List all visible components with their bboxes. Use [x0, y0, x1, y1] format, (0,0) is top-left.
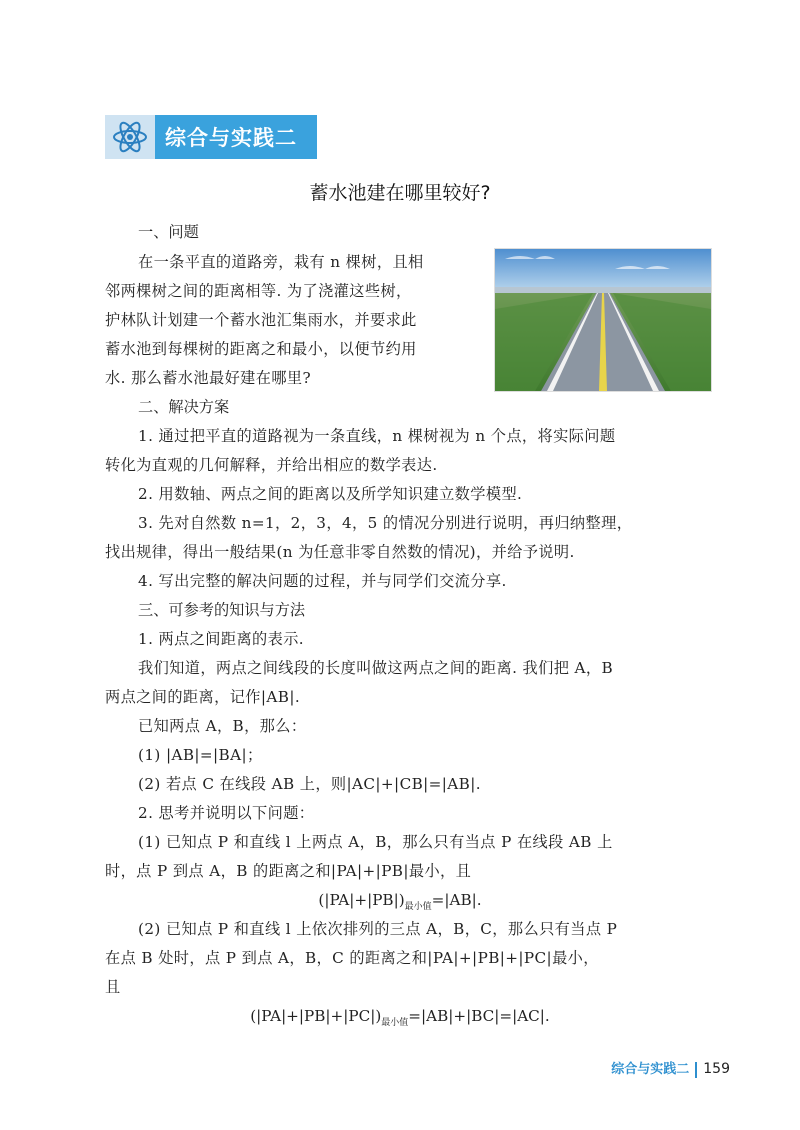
part3-line: (2) 已知点 P 和直线 l 上依次排列的三点 A，B，C，那么只有当点 P	[138, 920, 618, 938]
part3-line: 1. 两点之间距离的表示.	[138, 630, 305, 648]
part3-line: 在点 B 处时，点 P 到点 A，B，C 的距离之和|PA|+|PB|+|PC|最小，	[105, 949, 599, 967]
part1-heading: 一、问题	[138, 223, 199, 241]
chapter-banner	[105, 115, 317, 159]
part3-heading: 三、可参考的知识与方法	[138, 601, 306, 619]
part1-line: 邻两棵树之间的距离相等. 为了浇灌这些树，	[105, 282, 412, 300]
part2-line: 4. 写出完整的解决问题的过程，并与同学们交流分享.	[138, 572, 507, 590]
formula-1-rest: =|AB|.	[431, 891, 482, 909]
part1-line: 护林队计划建一个蓄水池汇集雨水，并要求此	[105, 311, 417, 329]
part3-line: 两点之间的距离，记作|AB|.	[105, 688, 301, 706]
part1-line: 蓄水池到每棵树的距离之和最小，以便节约用	[105, 340, 417, 358]
formula-2	[0, 1002, 800, 1038]
part3-line: (1) 已知点 P 和直线 l 上两点 A，B，那么只有当点 P 在线段 AB 上	[138, 833, 613, 851]
formula-2-main: (|PA|+|PB|+|PC|)	[250, 1007, 382, 1025]
part3-line: 时，点 P 到点 A，B 的距离之和|PA|+|PB|最小，且	[105, 862, 472, 880]
part1-line: 在一条平直的道路旁，栽有 n 棵树，且相	[138, 253, 424, 271]
part3-line: (1) |AB|=|BA|；	[138, 746, 263, 764]
footer-separator	[695, 1062, 697, 1078]
page-number: 159	[703, 1061, 730, 1077]
part3-line: 2. 思考并说明以下问题：	[138, 804, 315, 822]
section-title: 蓄水池建在哪里较好?	[309, 182, 491, 204]
part1-line: 水. 那么蓄水池最好建在哪里?	[105, 369, 312, 387]
footer-chapter-title: 综合与实践二	[611, 1062, 690, 1077]
chapter-title: 综合与实践二	[155, 115, 317, 159]
formula-2-rest: =|AB|+|BC|=|AC|.	[408, 1007, 550, 1025]
part2-line: 1. 通过把平直的道路视为一条直线，n 棵树视为 n 个点，将实际问题	[138, 427, 616, 445]
road-photo	[494, 248, 712, 392]
part3-line: 我们知道，两点之间线段的长度叫做这两点之间的距离. 我们把 A，B	[138, 659, 614, 677]
part2-line: 转化为直观的几何解释，并给出相应的数学表达.	[105, 456, 438, 474]
part3-line: 且	[105, 978, 121, 996]
part3-line: 已知两点 A，B，那么：	[138, 717, 307, 735]
page-footer	[0, 1058, 730, 1078]
formula-1-sub: 最小值	[404, 902, 432, 913]
part2-line: 2. 用数轴、两点之间的距离以及所学知识建立数学模型.	[138, 485, 523, 503]
part2-line: 找出规律，得出一般结果(n 为任意非零自然数的情况)，并给予说明.	[105, 543, 575, 561]
formula-1-main: (|PA|+|PB|)	[318, 891, 405, 909]
part2-line: 3. 先对自然数 n=1，2，3，4，5 的情况分别进行说明，再归纳整理，	[138, 514, 633, 532]
atom-icon	[105, 115, 155, 159]
formula-2-sub: 最小值	[381, 1018, 409, 1029]
part2-heading: 二、解决方案	[138, 398, 230, 416]
part3-line: (2) 若点 C 在线段 AB 上，则|AC|+|CB|=|AB|.	[138, 775, 481, 793]
